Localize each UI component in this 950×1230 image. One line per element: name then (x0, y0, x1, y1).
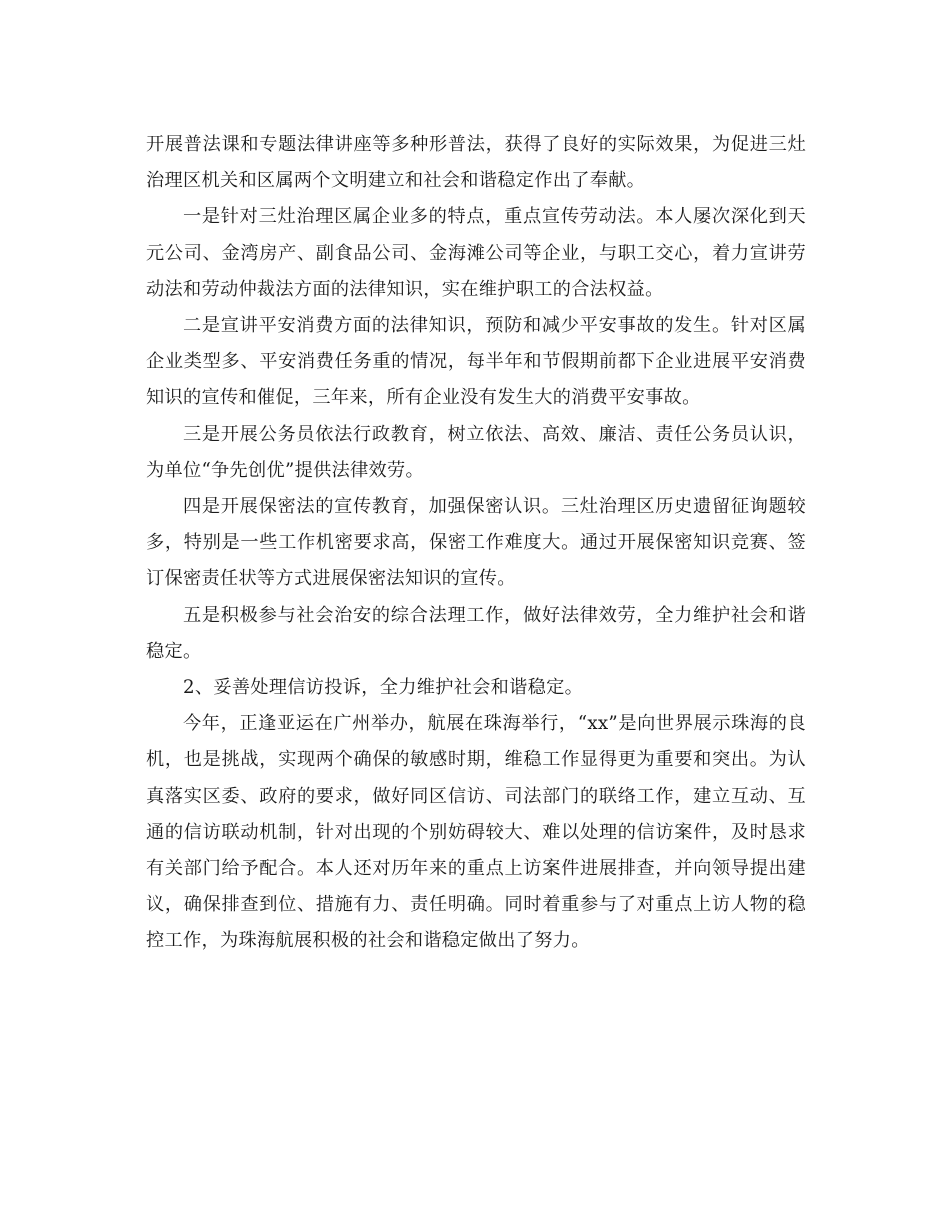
paragraph-continuation: 开展普法课和专题法律讲座等多种形普法，获得了良好的实际效果，为促进三灶治理区机关和区属两个文明建立和社会和谐稳定作出了奉献。 (146, 134, 806, 192)
paragraph-safety-consumption: 二是宣讲平安消费方面的法律知识，预防和减少平安事故的发生。针对区属企业类型多、平安消费任务重的情况，每半年和节假期前都下企业进展平安消费知识的宣传和催促，三年来，所有企业没有发生大的消费平安事故。 (146, 315, 806, 409)
paragraph-confidentiality-law: 四是开展保密法的宣传教育，加强保密认识。三灶治理区历史遗留征询题较多，特别是一些工作机密要求高，保密工作难度大。通过开展保密知识竞赛、签订保密责任状等方式进展保密法知识的宣传。 (146, 496, 806, 590)
paragraph-public-security: 五是积极参与社会治安的综合法理工作，做好法律效劳，全力维护社会和谐稳定。 (146, 604, 806, 662)
paragraph-civil-servant-education: 三是开展公务员依法行政教育，树立依法、高效、廉洁、责任公务员认识，为单位“争先创优”提供法律效劳。 (146, 423, 806, 481)
paragraph-labor-law: 一是针对三灶治理区属企业多的特点，重点宣传劳动法。本人屡次深化到天元公司、金湾房产、副食品公司、金海滩公司等企业，与职工交心，着力宣讲劳动法和劳动仲裁法方面的法律知识，实在维护职工的合法权益。 (146, 206, 806, 300)
document-body (146, 127, 806, 960)
section-heading-petitions: 2、妥善处理信访投诉，全力维护社会和谐稳定。 (183, 677, 584, 699)
paragraph-petitions-detail: 今年，正逢亚运在广州举办，航展在珠海举行，“xx”是向世界展示珠海的良机，也是挑战，实现两个确保的敏感时期，维稳工作显得更为重要和突出。为认真落实区委、政府的要求，做好同区信访、司法部门的联络工作，建立互动、互通的信访联动机制，针对出现的个别妨碍较大、难以处理的信访案件，及时恳求有关部门给予配合。本人还对历年来的重点上访案件进展排查，并向领导提出建议，确保排查到位、措施有力、责任明确。同时着重参与了对重点上访人物的稳控工作，为珠海航展积极的社会和谐稳定做出了努力。 (146, 713, 806, 952)
